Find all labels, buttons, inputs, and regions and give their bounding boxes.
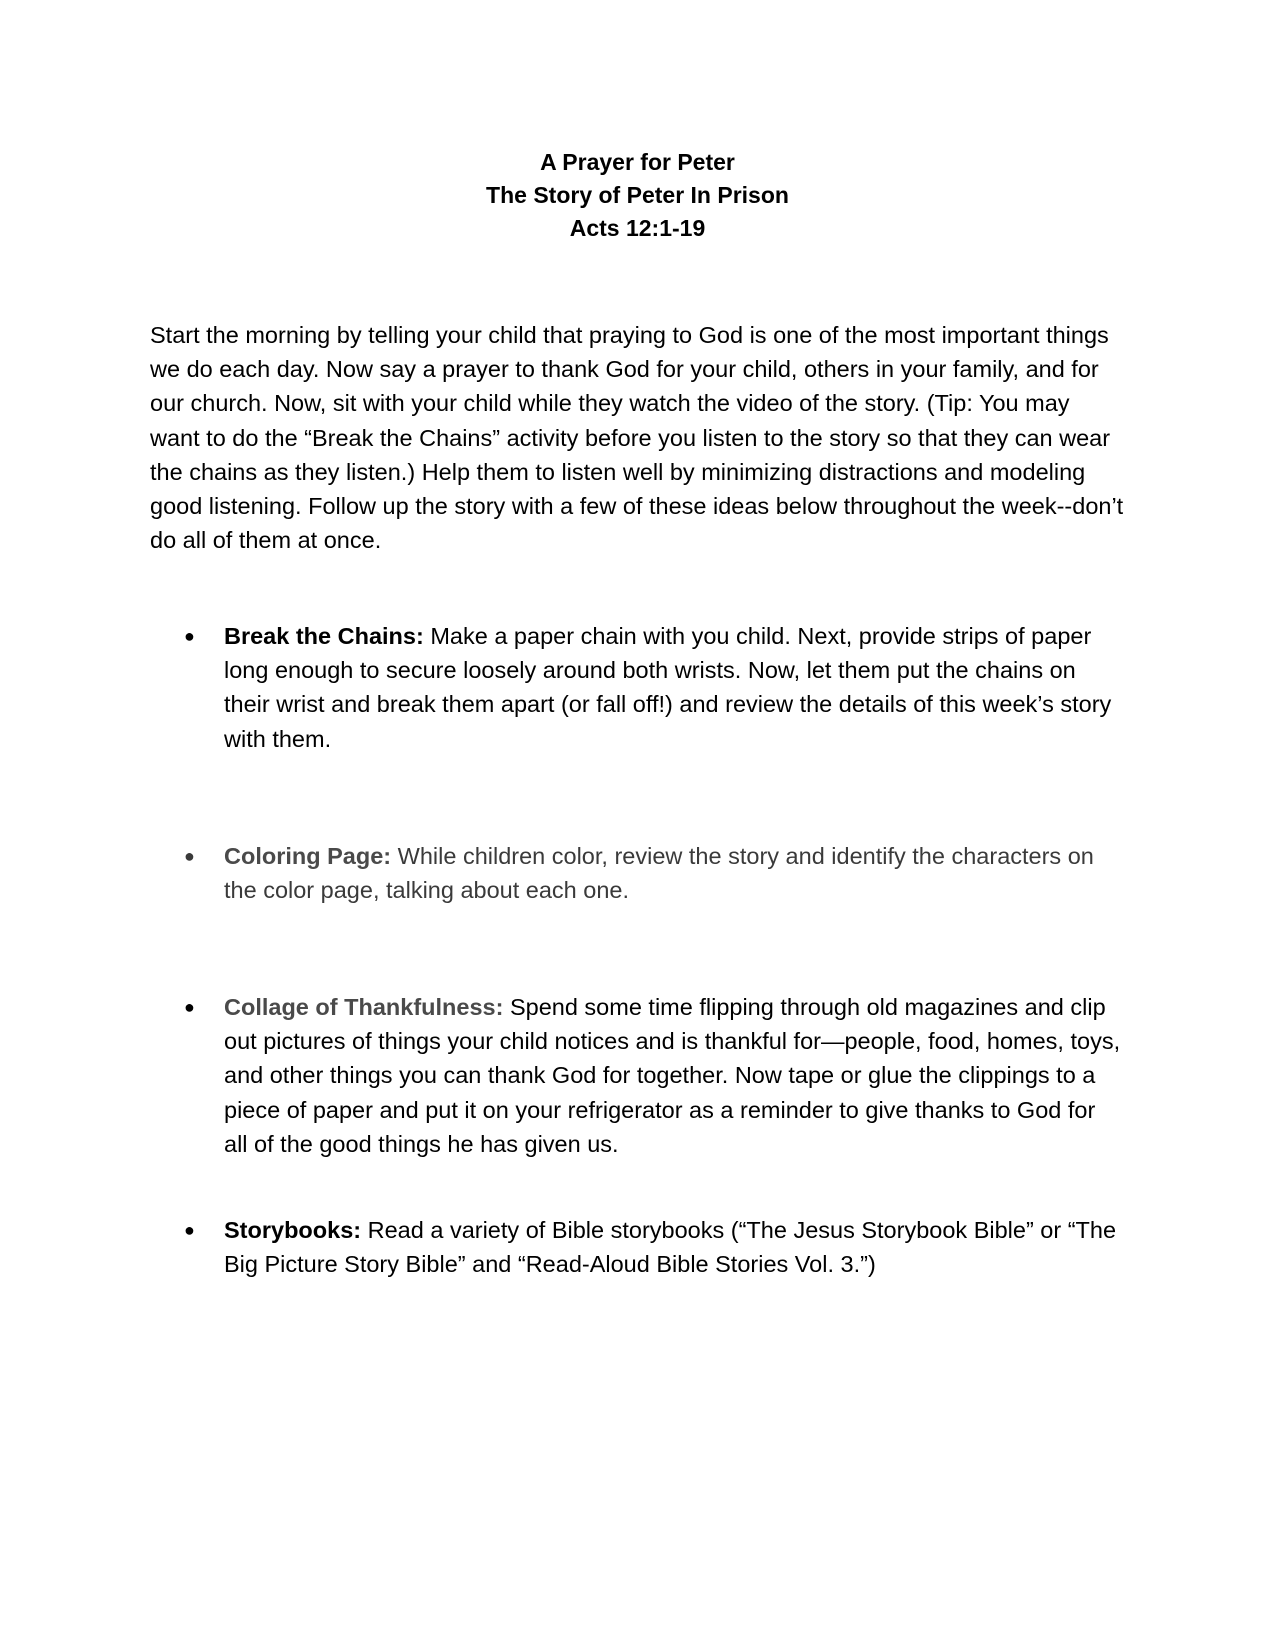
intro-paragraph: Start the morning by telling your child that praying to God is one of the most important things we do each day. Now say a prayer to thank God for your child, others in your family, and for our church. Now, sit with your child while they watch the video of the story. (Tip: You may want to do the “Break the Chains” activity before you listen to the story so that they can wear the chains as they listen.) Help them to listen well by minimizing distractions and modeling good listening. Follow up the story with a few of these ideas below throughout the week--don’t do all of them at once. <box>150 322 1124 554</box>
activity-text: Make a paper chain with you child. Next, provide strips of paper long enough to secure loosely around both wrists. Now, let them put the chains on their wrist and break them apart (or fall off!) and review the details of this week’s story with them. <box>224 623 1112 752</box>
activity-text: While children color, review the story and identify the characters on the color page, talking about each one. <box>224 843 1094 904</box>
activity-title: Collage of Thankfulness: <box>224 994 504 1020</box>
bullet-icon: ● <box>184 1220 195 1240</box>
title-block <box>0 146 1275 245</box>
list-item-break-the-chains <box>184 619 1124 756</box>
page-title: A Prayer for Peter <box>540 149 735 175</box>
activity-title: Break the Chains: <box>224 623 424 649</box>
bullet-icon: ● <box>184 997 195 1017</box>
list-item-storybooks <box>184 1213 1124 1281</box>
bullet-icon: ● <box>184 626 195 646</box>
list-item-collage-of-thankfulness <box>184 990 1124 1161</box>
page-subtitle: The Story of Peter In Prison <box>486 182 789 208</box>
scripture-reference: Acts 12:1-19 <box>569 215 706 241</box>
activity-title: Storybooks: <box>224 1217 362 1243</box>
activity-text: Spend some time flipping through old magazines and clip out pictures of things your child notices and is thankful for—people, food, homes, toys, and other things you can thank God for together. Now tape or glue the clippings to a piece of paper and put it on your refrigerator as a reminder to give thanks to God for all of the good things he has given us. <box>224 994 1121 1157</box>
list-item-coloring-page <box>184 839 1124 907</box>
bullet-icon: ● <box>184 846 195 866</box>
activity-text: Read a variety of Bible storybooks (“The Jesus Storybook Bible” or “The Big Picture Story Bible” and “Read-Aloud Bible Stories Vol. 3.”) <box>224 1217 1117 1278</box>
activity-title: Coloring Page: <box>224 843 392 869</box>
